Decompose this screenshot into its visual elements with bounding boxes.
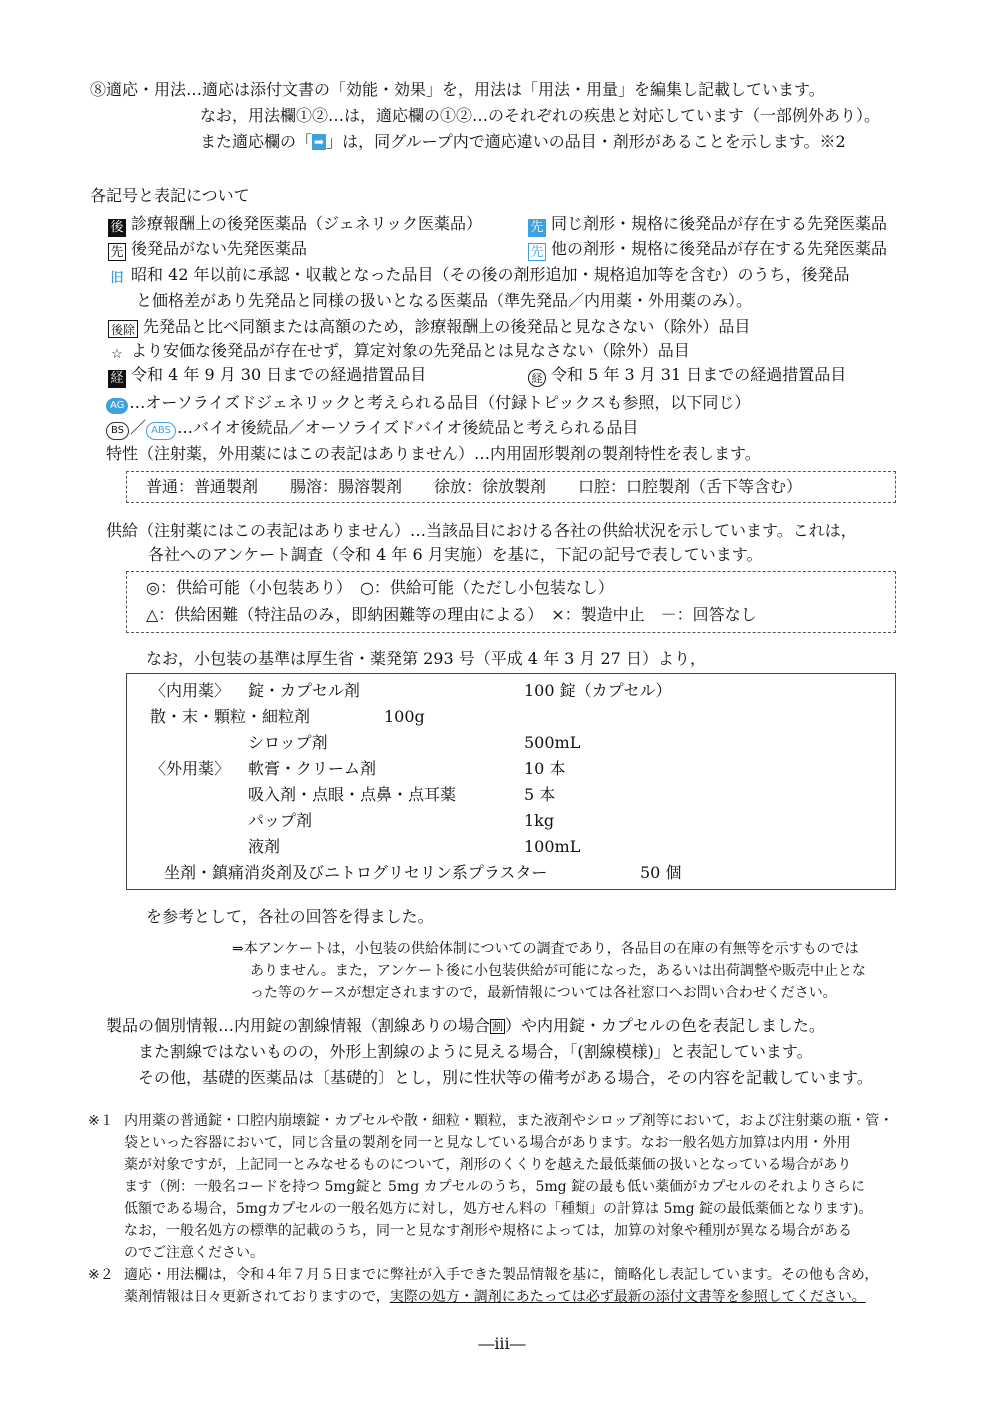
- right-arrow-icon: ➡: [314, 135, 325, 149]
- star-icon: ☆: [111, 347, 123, 362]
- packaging-table: [126, 673, 896, 890]
- section8-line1: ⑧適応・用法…適応は添付文書の「効能・効果」を，用法は「用法・用量」を編集し記載しています。: [90, 80, 825, 99]
- product-line1b: ）や内用錠・カプセルの色を表記しました。: [505, 1016, 825, 1035]
- footnote1-line: のでご注意ください。: [124, 1245, 264, 1261]
- packaging-row-qty: 5 本: [524, 785, 556, 804]
- packaging-row-name: 吸入剤・点眼・点鼻・点耳薬: [248, 785, 457, 804]
- legend-bs: [106, 418, 638, 440]
- legend-ag-text: …オーソライズドジェネリックと考えられる品目（付録トピックスも参照，以下同じ）: [129, 393, 751, 412]
- footnote2-underlined: 実際の処方・調剤にあたっては必ず最新の添付文書等を参照してください。: [389, 1289, 866, 1305]
- external-label: 〈外用薬〉: [150, 759, 231, 778]
- packaging-row-qty: 1kg: [524, 811, 555, 830]
- legend-star: [108, 341, 690, 364]
- legend-old-item-text2: と価格差があり先発品と同様の扱いとなる医薬品（準先発品／内用薬・外用薬のみ）。: [136, 291, 753, 310]
- internal-label: 〈内用薬〉: [150, 681, 231, 700]
- legend-transition1-text: 令和 4 年 9 月 30 日までの経過措置品目: [131, 365, 427, 384]
- legend-generic: [108, 214, 482, 237]
- packaging-row-name: 坐剤・鎮痛消炎剤及びニトログリセリン系プラスター: [164, 863, 548, 882]
- legend-transition2-text: 令和 5 年 3 月 31 日までの経過措置品目: [551, 365, 847, 384]
- transition-mark-icon: 経: [108, 370, 126, 388]
- packaging-row-name: 散・末・顆粒・細粒剤: [150, 707, 311, 726]
- original-blue-outline-mark-icon: 先: [528, 243, 546, 261]
- legend-original-no-generic-text: 後発品がない先発医薬品: [131, 239, 308, 258]
- legend-slash: ／: [130, 418, 147, 437]
- legend-star-text: より安価な後発品が存在せず，算定対象の先発品とは見なさない（除外）品目: [131, 341, 690, 360]
- footnote1-line: ます（例：一般名コードを持つ 5mg錠と 5mg カプセルのうち，5mg 錠の最も低い薬価がカプセルのそれよりさらに: [124, 1179, 865, 1195]
- footnote2-line2a: 薬剤情報は日々更新されておりますので，: [124, 1289, 390, 1305]
- legend-excluded-text: 先発品と比べ同額または高額のため，診療報酬上の後発品と見なさない（除外）品目: [143, 317, 751, 336]
- supply-line2: 各社へのアンケート調査（令和 4 年 6 月実施）を基に，下記の記号で表しています。: [148, 545, 763, 564]
- footnote1-line: 低額である場合，5mgカプセルの一般名処方に対し，処方せん料の「種類」の計算は 5mg 錠の最低薬価となります)。: [124, 1201, 873, 1217]
- legend-old-item-text1: 昭和 42 年以前に承認・収載となった品目（その後の剤形追加・規格追加等を含む）のうち，後発品: [131, 265, 850, 284]
- legend-transition2: [528, 365, 846, 387]
- bs-badge-icon: BS: [106, 422, 129, 440]
- survey-ref: を参考として，各社の回答を得ました。: [146, 907, 434, 926]
- abs-badge-icon: ABS: [146, 422, 176, 440]
- product-line1: [106, 1016, 825, 1036]
- product-line2: また割線ではないものの，外形上割線のように見える場合，「(割線模様)」と表記しています。: [138, 1042, 813, 1061]
- legend-bs-text: …バイオ後続品／オーソライズドバイオ後続品と考えられる品目: [176, 418, 639, 437]
- page-number: ―iii―: [478, 1334, 526, 1353]
- packaging-row-qty: 100mL: [524, 837, 581, 856]
- section8-line3b: 」は，同グループ内で適応違いの品目・剤形があることを示します。※2: [326, 132, 846, 151]
- footnote1-line: 袋といった容器において，同じ含量の製剤を同一と見なしている場合があります。なお一般名処方加算は内用・外用: [124, 1135, 851, 1151]
- survey-note2: ありません。また，アンケート後に小包装供給が可能になった，あるいは出荷調整や販売中止とな: [250, 963, 866, 979]
- footnote1-line: なお，一般名処方の標準的記載のうち，同一と見なす剤形や規格によっては，加算の対象や種別が異なる場合がある: [124, 1223, 852, 1239]
- legend-original-other-form-text: 他の剤形・規格に後発品が存在する先発医薬品: [551, 239, 888, 258]
- old-item-mark-icon: 旧: [110, 271, 124, 286]
- section8-line2: なお，用法欄①②…は，適応欄の①②…のそれぞれの疾患と対応しています（一部例外あり）。: [200, 106, 881, 125]
- packaging-row-qty: 50 個: [640, 863, 682, 882]
- packaging-row-qty: 100g: [384, 707, 425, 726]
- legend-original-no-generic: [108, 239, 307, 261]
- supply-box-line1: ◎：供給可能（小包装あり） ○：供給可能（ただし小包装なし）: [146, 578, 614, 597]
- tokusei-box-text: 普通：普通製剤 腸溶：腸溶製剤 徐放：徐放製剤 口腔：口腔製剤（舌下等含む）: [146, 477, 803, 496]
- packaging-row-qty: 10 本: [524, 759, 566, 778]
- survey-note3: った等のケースが想定されますので，最新情報については各社窓口へお問い合わせください。: [250, 985, 837, 1001]
- footnote1-mark: ※１: [88, 1113, 114, 1129]
- footnote1-line: 内用薬の普通錠・口腔内崩壊錠・カプセルや散・細粒・顆粒，また液剤やシロップ剤等において，および注射薬の瓶・管・: [124, 1113, 894, 1129]
- original-outline-mark-icon: 先: [108, 243, 126, 261]
- footnote1-line: 薬が対象ですが，上記同一とみなせるものについて，剤形のくくりを越えた最低薬価の扱いとなっている場合があり: [124, 1157, 852, 1173]
- packaging-row-qty: 100 錠（カプセル）: [524, 681, 672, 700]
- survey-note1: ⇒本アンケートは，小包装の供給体制についての調査であり，各品目の在庫の有無等を示すものでは: [232, 941, 859, 957]
- supply-box-line2: △：供給困難（特注品のみ，即納困難等の理由による） ×：製造中止 －：回答なし: [146, 605, 757, 624]
- legend-heading: 各記号と表記について: [90, 186, 250, 205]
- product-line3: その他，基礎的医薬品は〔基礎的〕とし，別に性状等の備考がある場合，その内容を記載しています。: [138, 1068, 873, 1087]
- packaging-row-name: 液剤: [248, 837, 281, 856]
- transition-circle-mark-icon: 経: [528, 369, 546, 387]
- footnote2-line2: [124, 1288, 866, 1307]
- legend-transition1: [108, 365, 426, 388]
- footnote2-line: 適応・用法欄は，令和４年７月５日までに弊社が入手できた製品情報を基に，簡略化し表記しています。その他も含め，: [124, 1267, 879, 1283]
- packaging-row-qty: 500mL: [524, 733, 581, 752]
- supply-line1: 供給（注射薬にはこの表記はありません）…当該品目における各社の供給状況を示しています。これは，: [106, 521, 857, 540]
- legend-generic-text: 診療報酬上の後発医薬品（ジェネリック医薬品）: [131, 214, 483, 233]
- section8-line3: [200, 132, 846, 152]
- footnote2-mark: ※２: [88, 1267, 114, 1283]
- legend-original-text: 同じ剤形・規格に後発品が存在する先発医薬品: [551, 214, 888, 233]
- legend-old-item: [108, 265, 850, 288]
- supply-note: なお，小包装の基準は厚生省・薬発第 293 号（平成 4 年 3 月 27 日）より，: [146, 649, 706, 668]
- packaging-row-name: 軟膏・クリーム剤: [248, 759, 377, 778]
- legend-original-other-form: [528, 239, 887, 261]
- legend-original-with-generic: [528, 214, 887, 237]
- packaging-row-name: 錠・カプセル剤: [248, 681, 360, 700]
- legend-ag: [106, 393, 750, 414]
- section8-line3a: また適応欄の「: [200, 132, 313, 151]
- packaging-row-name: シロップ剤: [248, 733, 328, 752]
- packaging-row-name: パップ剤: [248, 811, 313, 830]
- score-line-mark-icon: 割: [492, 1020, 504, 1033]
- legend-excluded: [108, 317, 750, 338]
- ag-badge-icon: AG: [106, 398, 128, 414]
- product-line1a: 製品の個別情報…内用錠の割線情報（割線ありの場合: [106, 1016, 491, 1035]
- original-mark-icon: 先: [528, 219, 546, 237]
- generic-mark-icon: 後: [108, 219, 126, 237]
- legend-tokusei: 特性（注射薬，外用薬にはこの表記はありません）…内用固形製剤の製剤特性を表します。: [106, 444, 761, 463]
- excluded-mark-icon: 後除: [108, 320, 138, 338]
